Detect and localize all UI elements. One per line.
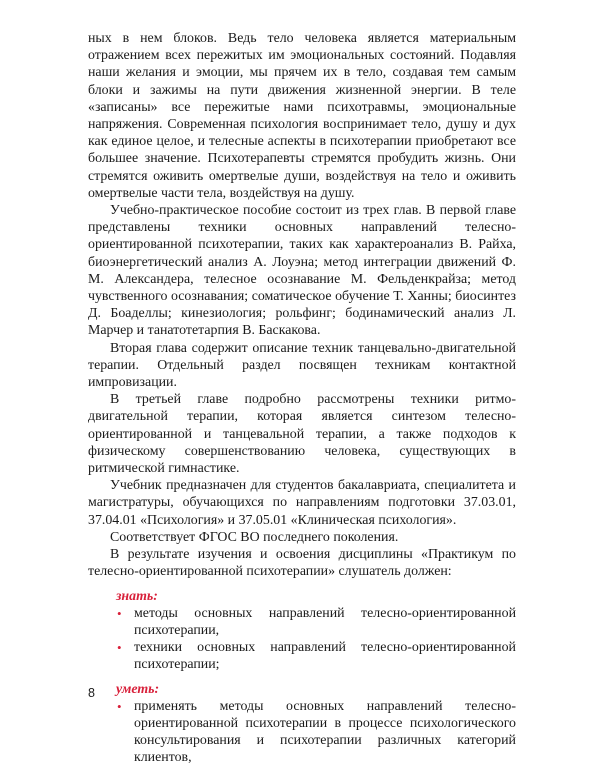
list-item-text: применять методы основных направлений телесно-ориентированной психотерапии в процессе психологического консультирования и психотерапии различных категорий клиентов, [134,698,516,766]
main-text [88,30,516,581]
paragraph: Учебник предназначен для студентов бакалавриата, специалитета и магистратуры, обучающихся по направлениям подготовки 37.03.01, 37.04.01 «Психология» и 37.05.01 «Клиническая психология». [88,478,516,528]
list-item-text: техники основных направлений телесно-ориентированной психотерапии; [134,640,516,673]
paragraph: Учебно-практическое пособие состоит из трех глав. В первой главе представлены техники основных направлений телесно-ориентированной психотерапии, таких как характероанализ В. Райха, биоэнергетический анализ А. Лоуэна; метод интеграции движений Ф. М. Александера, телесное осознавание М. Фельденкрайза; метод чувственного осознавания; соматическое обучение Т. Ханны; биосинтез Д. Боаделлы; кинезиология; рольфинг; бодинамический анализ Л. Марчер и танатотетарпия В. Баскакова. [88,203,516,339]
list-item [117,639,516,673]
paragraph: Соответствует ФГОС ВО последнего поколения. [110,529,399,545]
section-label-can: уметь: [116,681,160,697]
bullet-icon: • [117,640,122,656]
bullet-list-know [88,605,516,674]
page-number: 8 [88,686,95,700]
bullet-list-can [88,698,516,767]
bullet-icon: • [117,605,122,621]
section-know [88,588,516,674]
paragraph: В третьей главе подробно рассмотрены техники ритмо-двигательной терапии, которая является синтезом телесно-ориентированной и танцевальной терапии, а также подходов к физическому совершенствованию человека, существующих в ритмической гимнастике. [88,392,516,477]
bullet-icon: • [117,698,122,714]
section-label-know: знать: [116,588,158,604]
paragraph: ных в нем блоков. Ведь тело человека является материальным отражением всех пережитых им эмоциональных состояний. Подавляя наши желания и эмоции, мы прячем их в тело, создавая тем самым блоки и зажимы на пути движения жизненной энергии. В теле «записаны» все пережитые нами психотравмы, эмоциональные напряжения. Современная психология воспринимает тело, душу и дух как единое целое, и телесные аспекты в психотерапии приобретают все большее значение. Психотерапевты стремятся пробудить жизнь. Они стремятся оживить омертвелые души, воздействуя на тело и оживить омертвелые части тела, воздействуя на душу. [88,31,516,201]
list-item [117,605,516,639]
section-can [88,681,516,767]
list-item-text: методы основных направлений телесно-ориентированной психотерапии, [134,605,516,638]
paragraph: Вторая глава содержит описание техник танцевально-двигательной терапии. Отдельный раздел посвящен техникам контактной импровизации. [88,340,516,391]
list-item [117,698,516,767]
paragraph: В результате изучения и освоения дисциплины «Практикум по телесно-ориентированной психотерапии» слушатель должен: [88,547,516,580]
